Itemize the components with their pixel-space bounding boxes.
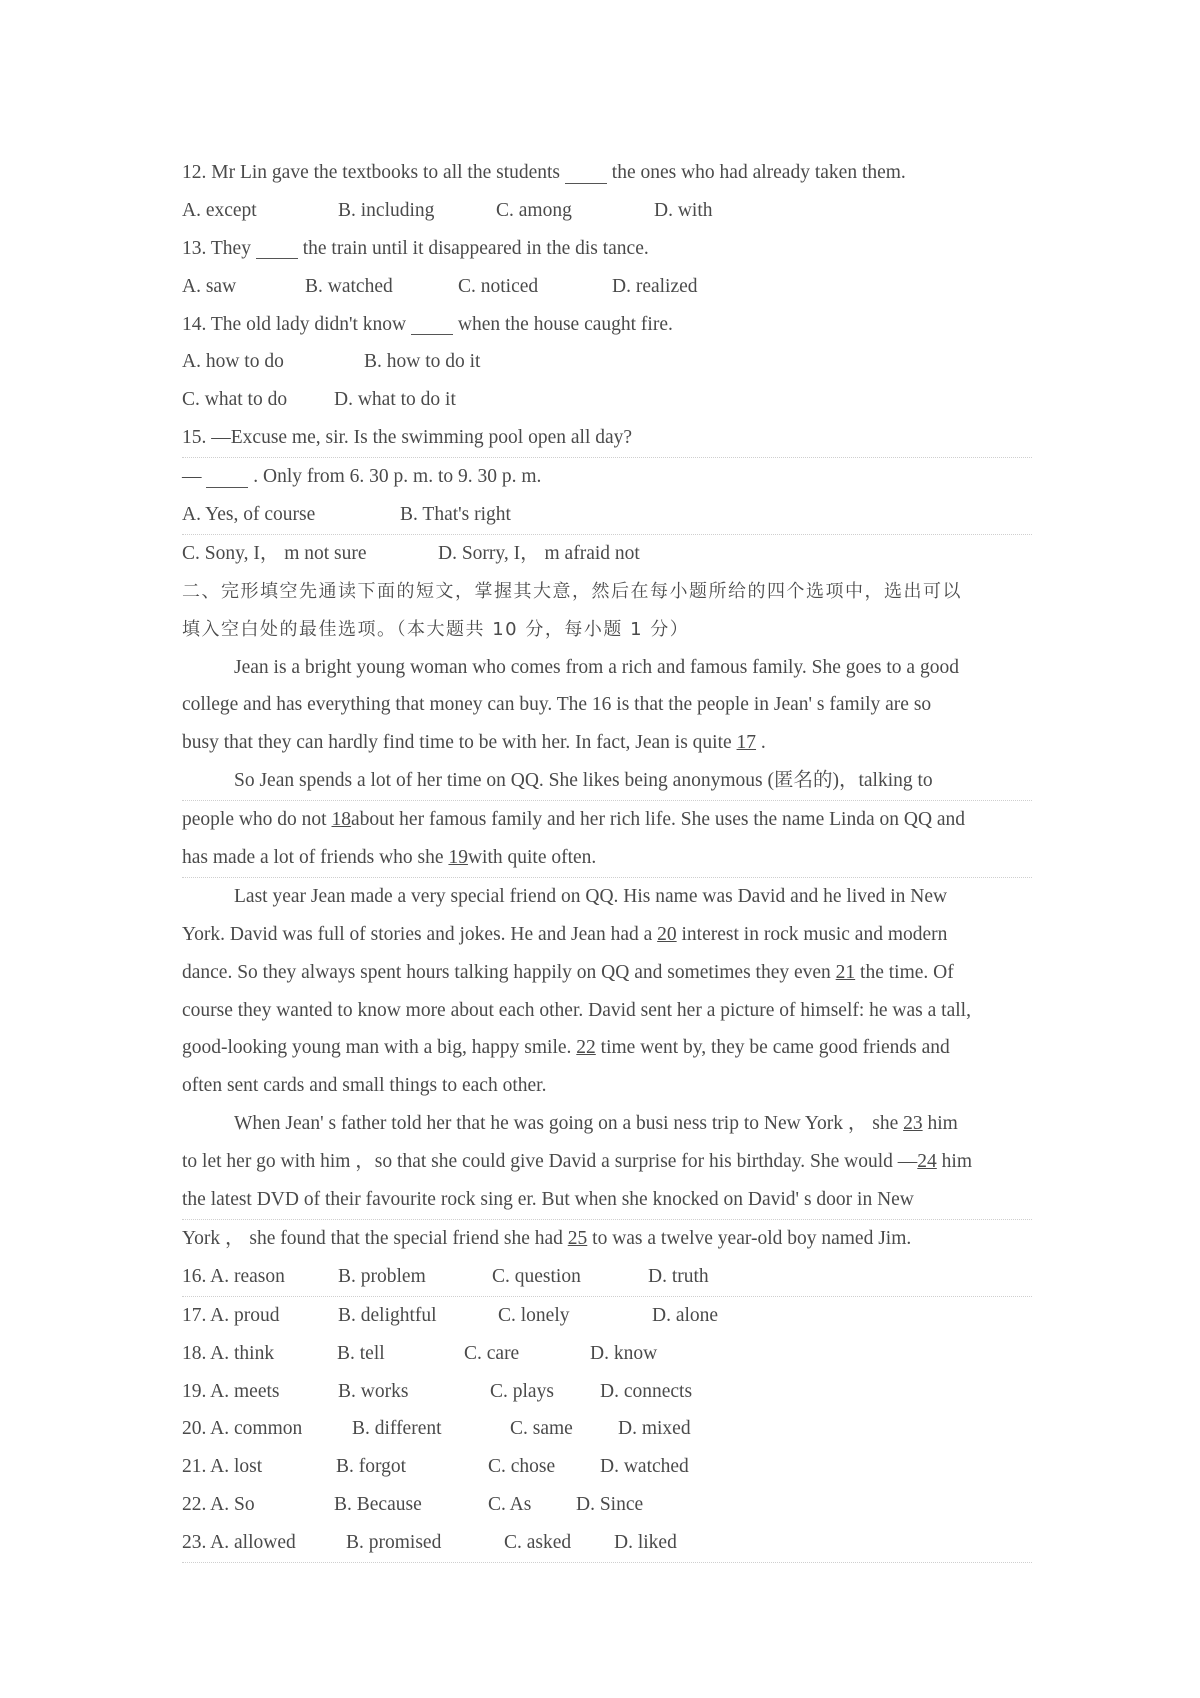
- choice-d: D. know: [590, 1342, 658, 1364]
- blank-number-22: 22: [576, 1037, 596, 1059]
- option-d: D. what to do it: [334, 389, 456, 411]
- option-c: C. what to do: [182, 389, 288, 411]
- question-15-response: [182, 458, 1032, 496]
- question-13-stem: [182, 230, 1032, 268]
- passage-text: often sent cards and small things to each other.: [182, 1075, 547, 1097]
- choice-d: D. watched: [600, 1456, 689, 1478]
- question-12-options: [182, 192, 1032, 230]
- question-12-text-after: the ones who had already taken them.: [606, 162, 906, 183]
- choice-d: D. mixed: [618, 1418, 691, 1440]
- question-12-stem: [182, 154, 1032, 192]
- blank-number-20: 20: [657, 923, 677, 945]
- passage-line: [182, 878, 1032, 916]
- passage-line: [182, 992, 1032, 1030]
- question-15-response-text: . Only from 6. 30 p. m. to 9. 30 p. m.: [248, 466, 542, 488]
- choice-c: C. care: [464, 1342, 520, 1364]
- passage-text: him: [922, 1113, 958, 1135]
- choice-b: B. tell: [337, 1342, 385, 1364]
- section-2-instructions-cont: 填入空白处的最佳选项。（本大题共 10 分，每小题 1 分）: [182, 618, 690, 640]
- passage-text: busy that they can hardly find time to be with her. In fact, Jean is quite: [182, 732, 737, 754]
- passage-text: Last year Jean made a very special friend on QQ. His name was David and he lived in New: [234, 885, 948, 907]
- choice-a: 21. A. lost: [182, 1456, 263, 1478]
- option-b: B. how to do it: [364, 351, 481, 373]
- choice-row-20: [182, 1410, 1032, 1448]
- passage-text: interest in rock music and modern: [676, 923, 948, 945]
- passage-text: dance. So they always spent hours talking happily on QQ and sometimes they even: [182, 961, 836, 983]
- choice-c: C. As: [488, 1494, 532, 1516]
- choice-c: C. lonely: [498, 1304, 570, 1326]
- passage-text: the time. Of: [855, 961, 954, 983]
- question-14-text-after: when the house caught fire.: [453, 313, 673, 335]
- choice-c: C. same: [510, 1418, 573, 1440]
- passage-line: [182, 1220, 1032, 1258]
- section-2-instructions: 二、完形填空先通读下面的短文，掌握其大意，然后在每小题所给的四个选项中，选出可以: [182, 580, 962, 602]
- choice-row-16: [182, 1258, 1032, 1297]
- choice-a: 17. A. proud: [182, 1304, 280, 1326]
- passage-line: [182, 686, 1032, 724]
- option-a: A. how to do: [182, 351, 284, 373]
- passage-text: .: [756, 732, 766, 754]
- passage-text: So Jean spends a lot of her time on QQ. She likes being anonymous (匿名的)，talking to: [234, 770, 933, 792]
- choice-c: C. question: [492, 1265, 581, 1287]
- option-d: D. with: [654, 199, 713, 221]
- answer-blank: [256, 239, 298, 260]
- choice-c: C. chose: [488, 1456, 556, 1478]
- section-2-heading-line1: [182, 573, 1032, 611]
- exam-page: [182, 154, 1032, 1563]
- question-14-stem: [182, 306, 1032, 344]
- choice-row-23: [182, 1524, 1032, 1563]
- blank-number-21: 21: [835, 961, 856, 983]
- passage-line: [182, 724, 1032, 762]
- option-c: C. noticed: [458, 275, 539, 297]
- passage-line: [182, 1067, 1032, 1105]
- option-d: D. Sorry, I， m afraid not: [438, 542, 640, 564]
- option-d: D. realized: [612, 275, 698, 297]
- passage-text: course they wanted to know more about each other. David sent her a picture of himself: he was a tall,: [182, 999, 971, 1021]
- passage-text: about her famous family and her rich life. She uses the name Linda on QQ and: [350, 809, 966, 831]
- choice-d: D. liked: [614, 1532, 677, 1554]
- choice-b: B. problem: [338, 1265, 426, 1287]
- passage-text: people who do not: [182, 809, 332, 831]
- question-15-dash: —: [182, 466, 207, 488]
- option-b: B. including: [338, 199, 435, 221]
- answer-blank: [565, 163, 607, 184]
- passage-text: York ， she found that the special friend she had: [182, 1227, 568, 1249]
- passage-text: college and has everything that money can buy. The 16 is that the people in Jean' s family are so: [182, 694, 932, 716]
- question-15-stem: [182, 419, 1032, 458]
- passage-text: with quite often.: [467, 847, 597, 869]
- passage-text: time went by, they be came good friends and: [595, 1037, 950, 1059]
- passage-line: [182, 1105, 1032, 1143]
- blank-number-17: 17: [736, 732, 757, 754]
- passage-text: When Jean' s father told her that he was going on a busi ness trip to New York ， she: [234, 1113, 904, 1135]
- answer-blank: [206, 467, 248, 488]
- choice-c: C. plays: [490, 1380, 554, 1402]
- blank-number-25: 25: [567, 1227, 588, 1249]
- question-13-options: [182, 268, 1032, 306]
- passage-text: to was a twelve year-old boy named Jim.: [587, 1227, 912, 1249]
- choice-b: B. Because: [334, 1494, 422, 1516]
- question-15-text: 15. —Excuse me, sir. Is the swimming pool open all day?: [182, 427, 633, 449]
- choice-a: 23. A. allowed: [182, 1532, 296, 1554]
- blank-number-23: 23: [903, 1113, 923, 1135]
- choice-d: D. alone: [652, 1304, 719, 1326]
- option-c: C. among: [496, 199, 572, 221]
- section-2-heading-line2: [182, 611, 1032, 649]
- blank-number-24: 24: [917, 1151, 937, 1173]
- question-15-options-cd: [182, 535, 1032, 573]
- passage-line: [182, 1143, 1032, 1181]
- choice-row-18: [182, 1335, 1032, 1373]
- passage-text: has made a lot of friends who she: [182, 847, 449, 869]
- choice-d: D. truth: [648, 1265, 709, 1287]
- passage-line: [182, 839, 1032, 878]
- option-b: B. That's right: [400, 504, 511, 526]
- passage-text: to let her go with him ，so that she could give David a surprise for his birthday. She would —: [182, 1151, 918, 1173]
- passage-text: Jean is a bright young woman who comes from a rich and famous family. She goes to a good: [234, 656, 959, 678]
- passage-text: good-looking young man with a big, happy smile.: [182, 1037, 577, 1059]
- question-14-text-before: 14. The old lady didn't know: [182, 313, 412, 335]
- choice-b: B. works: [338, 1380, 409, 1402]
- option-a: A. Yes, of course: [182, 504, 316, 526]
- option-a: A. except: [182, 199, 257, 221]
- passage-text: him: [936, 1151, 973, 1173]
- blank-number-18: 18: [331, 809, 351, 831]
- question-13-text-after: the train until it disappeared in the dis tance.: [297, 237, 649, 259]
- passage-line: [182, 801, 1032, 839]
- passage-line: [182, 762, 1032, 801]
- passage-line: [182, 649, 1032, 687]
- blank-number-19: 19: [448, 847, 468, 869]
- question-15-options-ab: [182, 496, 1032, 535]
- option-a: A. saw: [182, 275, 237, 297]
- choice-a: 19. A. meets: [182, 1380, 280, 1402]
- choice-a: 16. A. reason: [182, 1265, 285, 1287]
- passage-line: [182, 1029, 1032, 1067]
- choice-d: D. Since: [576, 1494, 644, 1516]
- choice-d: D. connects: [600, 1380, 693, 1402]
- passage-text: the latest DVD of their favourite rock sing er. But when she knocked on David' s door in New: [182, 1189, 914, 1211]
- question-14-options-cd: [182, 381, 1032, 419]
- answer-blank: [411, 315, 453, 336]
- choice-b: B. forgot: [336, 1456, 407, 1478]
- choice-a: 20. A. common: [182, 1418, 303, 1440]
- choice-c: C. asked: [504, 1532, 572, 1554]
- question-13-text-before: 13. They: [182, 237, 256, 259]
- passage-line: [182, 954, 1032, 992]
- choice-row-17: [182, 1297, 1032, 1335]
- choice-a: 18. A. think: [182, 1342, 275, 1364]
- choice-row-21: [182, 1448, 1032, 1486]
- option-c: C. Sony, I， m not sure: [182, 542, 367, 564]
- question-14-options-ab: [182, 343, 1032, 381]
- choice-row-19: [182, 1373, 1032, 1411]
- passage-line: [182, 1181, 1032, 1220]
- choice-b: B. promised: [346, 1532, 442, 1554]
- option-b: B. watched: [305, 275, 393, 297]
- passage-text: York. David was full of stories and jokes. He and Jean had a: [182, 923, 658, 945]
- passage-line: [182, 916, 1032, 954]
- choice-b: B. different: [352, 1418, 442, 1440]
- choice-a: 22. A. So: [182, 1494, 255, 1516]
- choice-b: B. delightful: [338, 1304, 437, 1326]
- choice-row-22: [182, 1486, 1032, 1524]
- question-12-text-before: 12. Mr Lin gave the textbooks to all the students: [182, 162, 565, 183]
